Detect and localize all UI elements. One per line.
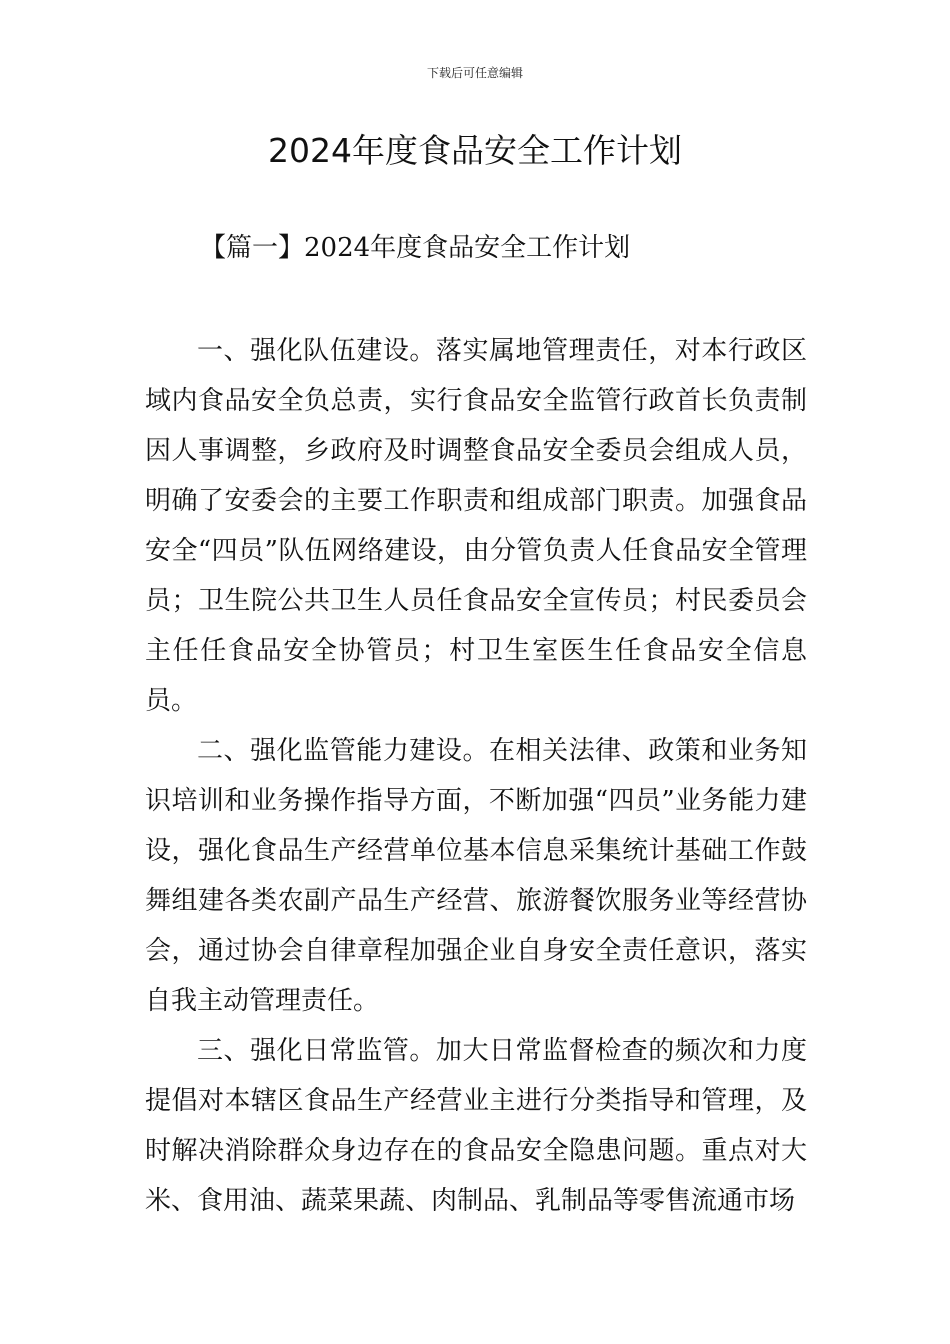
paragraph-daily-supervision: 三、强化日常监管。加大日常监督检查的频次和力度提倡对本辖区食品生产经营业主进行分类指导和管理，及时解决消除群众身边存在的食品安全隐患问题。重点对大米、食用油、蔬菜果蔬、肉制品、乳制品等零售流通市场 <box>145 1036 807 1216</box>
paragraph-team-building: 一、强化队伍建设。落实属地管理责任，对本行政区域内食品安全负总责，实行食品安全监管行政首长负责制因人事调整，乡政府及时调整食品安全委员会组成人员，明确了安委会的主要工作职责和组成部门职责。加强食品安全“四员”队伍网络建设，由分管负责人任食品安全管理员；卫生院公共卫生人员任食品安全宣传员；村民委员会主任任食品安全协管员；村卫生室医生任食品安全信息员。 <box>145 336 807 716</box>
body-text <box>145 326 807 1226</box>
paragraph-capacity-building: 二、强化监管能力建设。在相关法律、政策和业务知识培训和业务操作指导方面，不断加强“四员”业务能力建设，强化食品生产经营单位基本信息采集统计基础工作鼓舞组建各类农副产品生产经营、旅游餐饮服务业等经营协会，通过协会自律章程加强企业自身安全责任意识，落实自我主动管理责任。 <box>145 736 807 1016</box>
section-heading: 【篇一】2024年度食品安全工作计划 <box>200 233 631 263</box>
header-note: 下载后可任意编辑 <box>426 66 523 80</box>
document-title: 2024年度食品安全工作计划 <box>268 131 682 170</box>
